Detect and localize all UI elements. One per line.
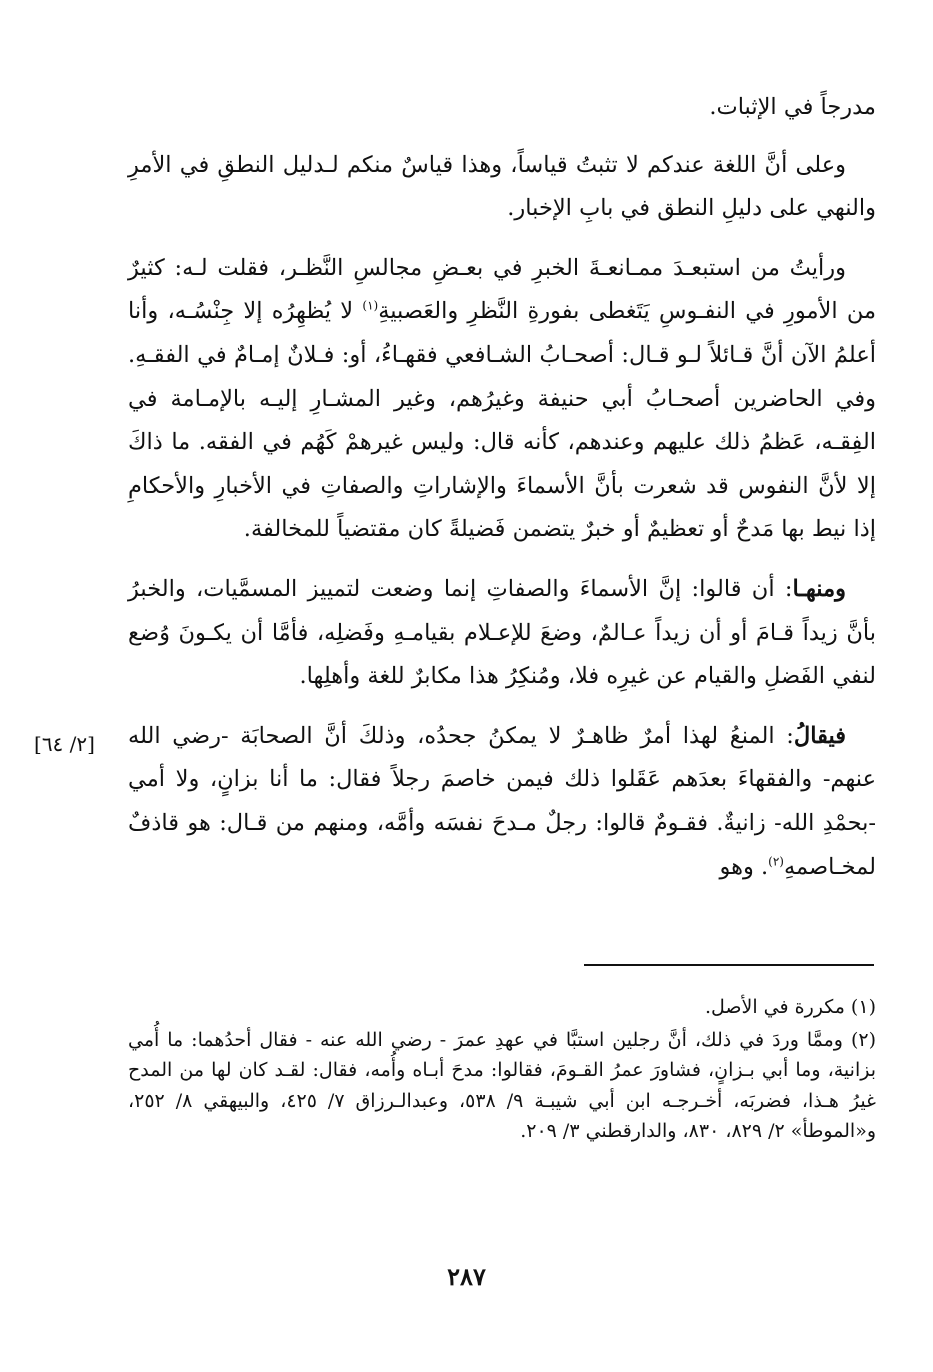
paragraph-1 [128,86,876,130]
paragraph-5-text-a: : المنعُ لهذا أمرٌ ظاهـرٌ لا يمكنُ جحدُه، وذلكَ أنَّ الصحابَة -رضي الله عنهم- والفقهاءَ بعدَهم عَقَلوا ذلك فيمن خاصمَ رجلاً فقال: ما أنا بزانٍ، ولا أمي -بحمْدِ الله- زانيةٌ. فقـومٌ قالوا: رجلٌ مـدحَ نفسَه وأمَّه، ومنهم من قـال: هو قاذفٌ لمخـاصمهِ [128,722,876,880]
footnote-marker-2[interactable]: (٢) [768,854,784,868]
paragraph-2 [128,144,876,231]
paragraph-2-text: وعلى أنَّ اللغة عندكم لا تثبتُ قياساً، وهذا قياسٌ منكم لـدليل النطقِ في الأمرِ والنهي على دليلِ النطق في بابِ الإخبار. [128,151,876,222]
page-number: ٢٨٧ [447,1262,486,1291]
footnote-marker-1[interactable]: (١) [362,298,379,313]
paragraph-5-text-b: . وهو [719,853,769,880]
paragraph-3-text-b: لا يُظهِرُه إلا جِنْسُـه، وأنا أعلمُ الآن أنَّ قـائلاً لـو قـال: أصحـابُ الشـافعي فقهـاءُ، أو: فـلانٌ إمـامٌ في الفقـهِ. وفي الحاضرين أصحـابُ أبي حنيفة وغيرُهم، وغير المشـارِ إليـه بالإمـامة في الفِقـه، عَظمُ ذلك عليهم وعندهم، كأنه قال: وليس غيرهمْ كَهُم في الفقه. ما ذاكَ إلا لأنَّ النفوس قد شعرت بأنَّ الأسماءَ والإشاراتِ والصفاتِ في الأخبارِ والأحكامِ إذا نيط بها مَدحٌ أو تعظيمٌ أو خبرٌ يتضمن فَضيلةً كان مقتضياً للمخالفة. [128,298,876,543]
footnote-2: (٢) وممَّا وردَ في ذلك، أنَّ رجلين استبَّا في عهدِ عمرَ - رضي الله عنه - فقال أحدُهما: ما أُمي بزانية، وما أبي بـزانٍ، فشاورَ عمرُ القـومَ، فقالوا: مدحَ أبـاه وأُمه، فقال: لقـد كان لها من المدح غيرُ هـذا، فضربَه، أخـرجـه ابن أبي شيبـة ٩/ ٥٣٨، وعبدالـرزاق ٧/ ٤٢٥، والبيهقي ٨/ ٢٥٢، و«الموطأ» ٢/ ٨٢٩، ٨٣٠، والدارقطني ٣/ ٢٠٩. [128,1028,876,1142]
margin-page-reference: [٢/ ٦٤] [34,732,95,756]
footnote-separator [584,964,874,966]
footnote-1: (١) مكررة في الأصل. [704,996,876,1018]
paragraph-4-lead: ومنهـا [792,575,846,602]
paragraph-3 [128,247,876,552]
paragraph-4 [128,568,876,699]
paragraph-1-text: مدرجاً في الإثبات. [709,94,876,120]
main-text [128,86,876,905]
paragraph-3-text-a: ورأيتُ من استبعـدَ ممـانعـةَ الخبرِ في بعـضِ مجالسِ النَّظـر، فقلت لـه: كثيرٌ من الأمورِ في النفـوسِ يَتَغطى بفورةِ النَّظرِ والعَصبيةِ [128,254,877,325]
paragraph-5 [128,715,876,889]
paragraph-5-lead: فيقالُ [793,722,846,749]
paragraph-4-text: : أن قالوا: إنَّ الأسماءَ والصفاتِ إنما وضعت لتمييز المسمَّيات، والخبرُ بأنَّ زيداً قـامَ أو أن زيداً عـالمٌ، وضعَ للإعـلام بقيامـهِ وفَضلِه، فأمَّا أن يكـونَ وُضع لنفي الفَضلِ والقيام عن غيرِه فلا، ومُنكِرُ هذا مكابرٌ للغة وأهلِها. [128,575,876,690]
footnotes [128,992,876,1149]
